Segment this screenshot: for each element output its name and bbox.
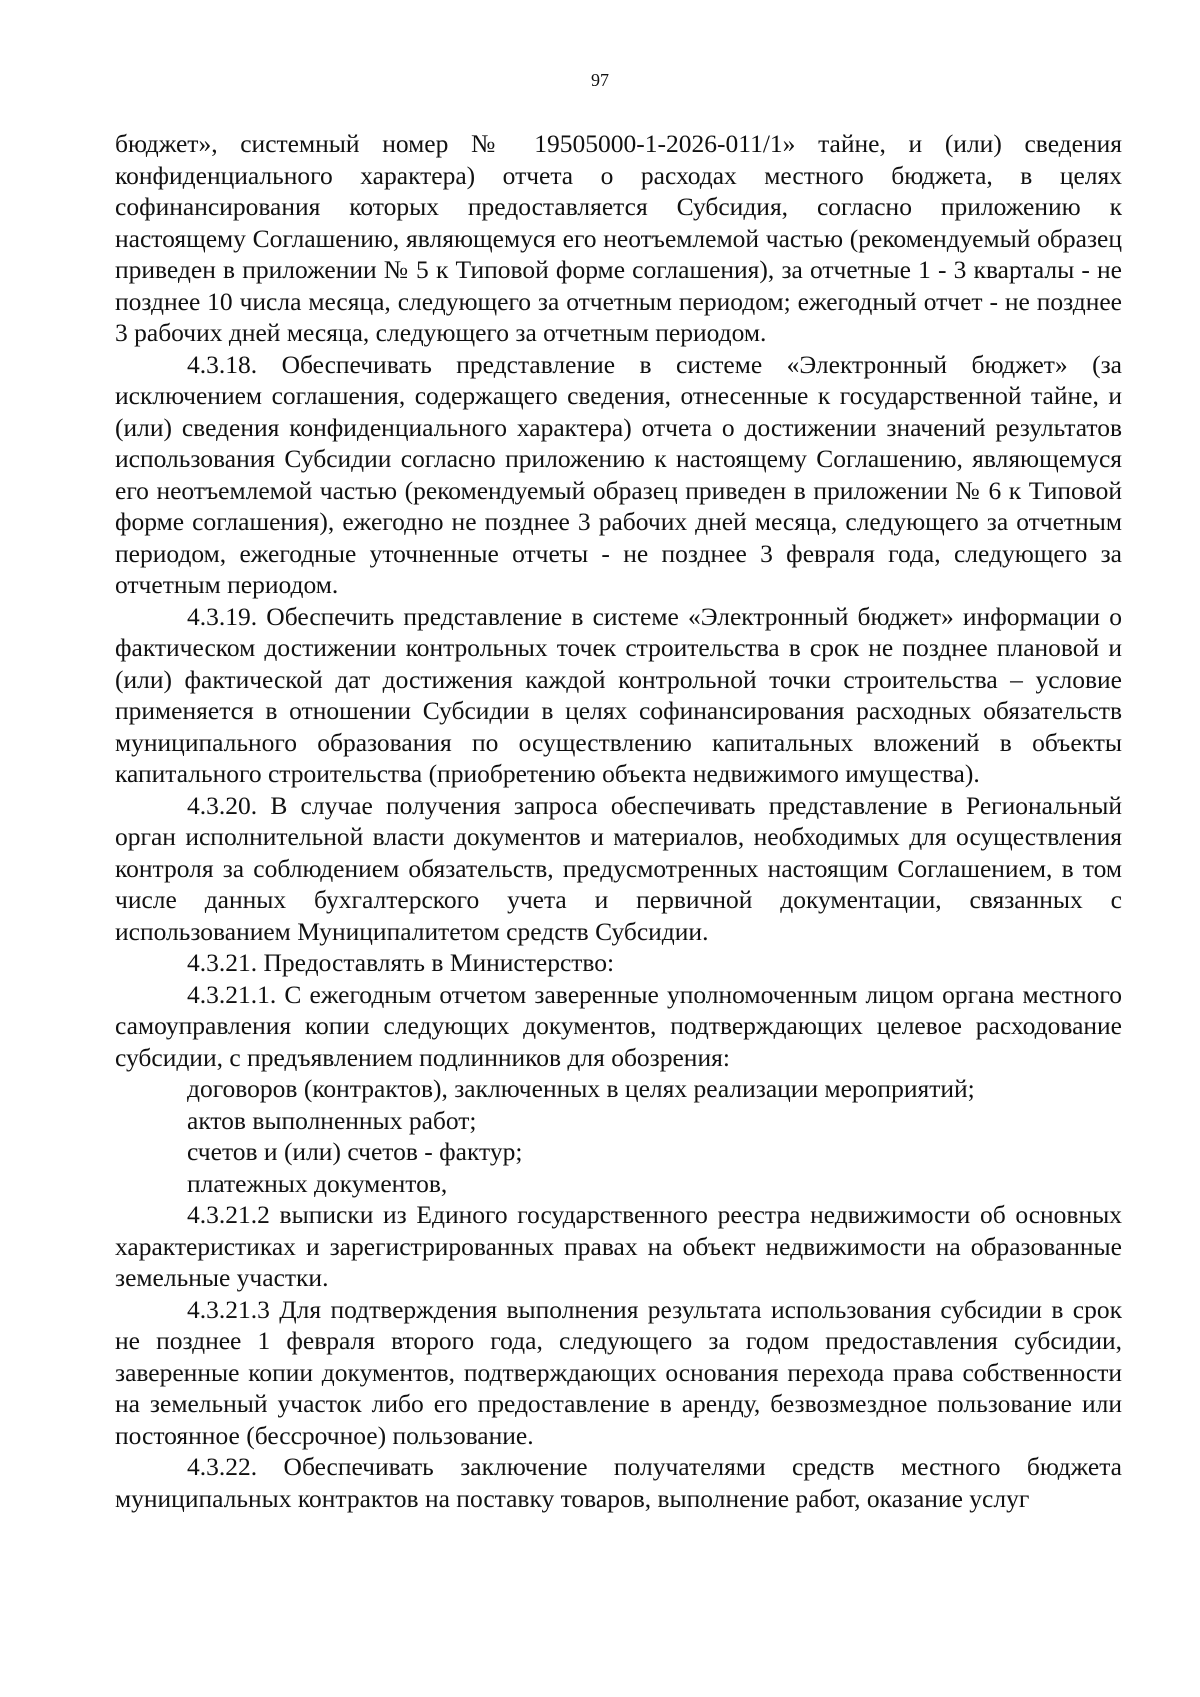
page-number: 97 [591, 70, 609, 90]
list-item: договоров (контрактов), заключенных в целях реализации мероприятий; [187, 1074, 975, 1103]
paragraph-4-3-20: 4.3.20. В случае получения запроса обеспечивать представление в Региональный орган исполнительной власти документов и материалов, необходимых для осуществления контроля за соблюдением обязательств, предусмотренных настоящим Соглашением, в том числе данных бухгалтерского учета и первичной документации, связанных с использованием Муниципалитетом средств Субсидии. [115, 790, 1122, 946]
list-item: актов выполненных работ; [187, 1105, 477, 1135]
list-item: платежных документов, [187, 1168, 448, 1198]
paragraph-4-3-21-3: 4.3.21.3 Для подтверждения выполнения результата использования субсидии в срок не позднее 1 февраля второго года, следующего за годом предоставления субсидии, заверенные копии документов, подтверждающих основания перехода права собственности на земельный участок либо его предоставление в аренду, безвозмездное пользование или постоянное (бессрочное) пользование. [115, 1294, 1122, 1450]
paragraph-continuation: бюджет», системный номер № 19505000-1-2026-011/1» тайне, и (или) сведения конфиденциального характера) отчета о расходах местного бюджета, в целях софинансирования которых предоставляется Субсидия, согласно приложению к настоящему Соглашению, являющемуся его неотъемлемой частью (рекомендуемый образец приведен в приложении № 5 к Типовой форме соглашения), за отчетные 1 - 3 кварталы - не позднее 10 числа месяца, следующего за отчетным периодом; ежегодный отчет - не позднее 3 рабочих дней месяца, следующего за отчетным периодом. [115, 129, 1122, 347]
paragraph-4-3-21-2: 4.3.21.2 выписки из Единого государственного реестра недвижимости об основных характеристиках и зарегистрированных правах на объект недвижимости на образованные земельные участки. [115, 1200, 1122, 1292]
paragraph-4-3-21: 4.3.21. Предоставлять в Министерство: [187, 948, 615, 977]
document-body [115, 128, 1122, 1514]
list-item: счетов и (или) счетов - фактур; [187, 1137, 523, 1166]
paragraph-4-3-18: 4.3.18. Обеспечивать представление в системе «Электронный бюджет» (за исключением соглашения, содержащего сведения, отнесенные к государственной тайне, и (или) сведения конфиденциального характера) отчета о достижении значений результатов использования Субсидии согласно приложению к настоящему Соглашению, являющемуся его неотъемлемой частью (рекомендуемый образец приведен в приложении № 6 к Типовой форме соглашения), ежегодно не позднее 3 рабочих дней месяца, следующего за отчетным периодом, ежегодные уточненные отчеты - не позднее 3 февраля года, следующего за отчетным периодом. [115, 349, 1122, 599]
paragraph-4-3-22: 4.3.22. Обеспечивать заключение получателями средств местного бюджета муниципальных контрактов на поставку товаров, выполнение работ, оказание услуг [115, 1452, 1122, 1513]
paragraph-4-3-21-1: 4.3.21.1. С ежегодным отчетом заверенные уполномоченным лицом органа местного самоуправления копии следующих документов, подтверждающих целевое расходование субсидии, с предъявлением подлинников для обозрения: [115, 979, 1122, 1072]
paragraph-4-3-19: 4.3.19. Обеспечить представление в системе «Электронный бюджет» информации о фактическом достижении контрольных точек строительства в срок не позднее плановой и (или) фактической дат достижения каждой контрольной точки строительства – условие применяется в отношении Субсидии в целях софинансирования расходных обязательств муниципального образования по осуществлению капитальных вложений в объекты капитального строительства (приобретению объекта недвижимого имущества). [115, 601, 1122, 788]
